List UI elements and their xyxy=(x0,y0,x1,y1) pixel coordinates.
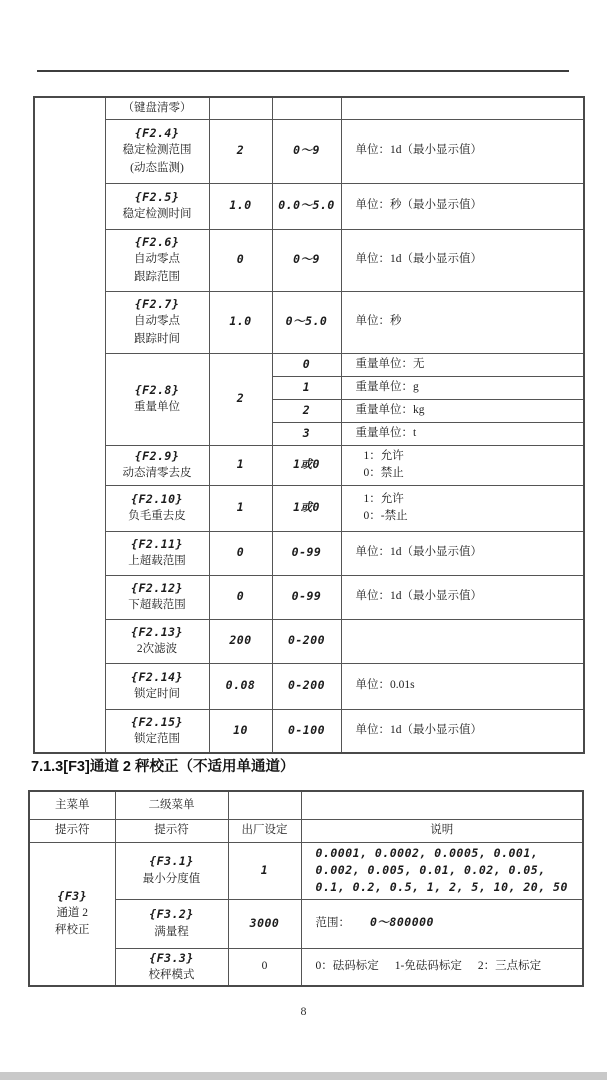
section-heading: 7.1.3[F3]通道 2 秤校正（不适用单通道） xyxy=(31,759,295,775)
cell-desc: 单位：1d（最小显示值） xyxy=(341,119,584,183)
cell-prompt xyxy=(105,445,209,485)
desc-line: 0：-禁止 xyxy=(363,510,408,522)
desc-range-value: 0～800000 xyxy=(370,915,434,930)
cell-default: 10 xyxy=(209,709,272,753)
table-row xyxy=(34,229,584,291)
cell-range: 0～9 xyxy=(272,229,341,291)
table-row xyxy=(29,842,583,899)
page-bottom-edge xyxy=(0,1072,607,1080)
cell-default: 1 xyxy=(209,445,272,485)
header-empty xyxy=(228,791,301,819)
prompt-code: {F2.5} xyxy=(134,189,180,204)
prompt-label: 负毛重去皮 xyxy=(128,510,186,522)
desc-option: 1-免砝码标定 xyxy=(394,960,462,973)
cell-desc: 单位：1d（最小显示值） xyxy=(341,531,584,575)
prompt-code: {F3.2} xyxy=(149,907,194,922)
desc-option: 0：砝码标定 xyxy=(315,960,379,973)
cell-default: 200 xyxy=(209,619,272,663)
prompt-sublabel: 跟踪范围 xyxy=(134,270,180,283)
cell-desc: 单位：秒（最小显示值） xyxy=(341,183,584,229)
prompt-label: 下超载范围 xyxy=(128,599,186,611)
table-row xyxy=(34,291,584,353)
cell-desc xyxy=(341,619,584,663)
prompt-label: 稳定检测时间 xyxy=(122,208,192,220)
prompt-label: 满量程 xyxy=(154,925,189,938)
prompt-label: 稳定检测范围 xyxy=(122,144,192,157)
group-label: 秤校正 xyxy=(55,924,90,937)
cell-desc xyxy=(301,899,583,948)
page-top-rule xyxy=(37,70,569,72)
prompt-label: 自动零点 xyxy=(134,315,180,328)
cell-default: 1.0 xyxy=(209,291,272,353)
prompt-code: {F2.11} xyxy=(131,536,183,551)
cell-default: 2 xyxy=(209,353,272,445)
prompt-sublabel: 跟踪时间 xyxy=(134,332,180,345)
desc-line: 1：允许 xyxy=(363,449,404,462)
cell-default: 1 xyxy=(209,485,272,531)
cell-default: 0 xyxy=(209,531,272,575)
desc-line: 0.0001, 0.0002, 0.0005, 0.001, xyxy=(315,845,539,860)
desc-line: 0.1, 0.2, 0.5, 1, 2, 5, 10, 20, 50 xyxy=(315,880,568,895)
cell-prompt xyxy=(105,531,209,575)
prompt-code: {F2.7} xyxy=(134,297,180,312)
cell-prompt xyxy=(105,97,209,119)
cell-desc: 单位：秒 xyxy=(341,291,584,353)
cell-range: 0-99 xyxy=(272,531,341,575)
cell-range xyxy=(272,97,341,119)
table-row xyxy=(34,485,584,531)
cell-prompt xyxy=(105,291,209,353)
cell-desc xyxy=(301,842,583,899)
prompt-code: {F3.3} xyxy=(149,950,194,965)
table-row xyxy=(34,619,584,663)
cell-option-desc: 重量单位：g xyxy=(341,376,584,399)
prompt-label: 最小分度值 xyxy=(142,872,201,885)
header-factory-default: 出厂设定 xyxy=(228,819,301,842)
cell-prompt xyxy=(115,899,228,948)
cell-prompt xyxy=(105,229,209,291)
cell-desc: 单位：1d（最小显示值） xyxy=(341,229,584,291)
cell-prompt xyxy=(105,119,209,183)
desc-option: 2：三点标定 xyxy=(477,960,542,973)
cell-desc xyxy=(301,948,583,986)
cell-option-desc: 重量单位：kg xyxy=(341,399,584,422)
prompt-code: {F2.13} xyxy=(131,624,183,639)
table-row xyxy=(34,663,584,709)
cell-default: 0 xyxy=(209,229,272,291)
cell-group-empty xyxy=(34,97,105,753)
cell-prompt xyxy=(115,842,228,899)
desc-line: 0.002, 0.005, 0.01, 0.02, 0.05, xyxy=(315,862,546,877)
header-prompt-sub: 提示符 xyxy=(115,819,228,842)
cell-range: 0-99 xyxy=(272,575,341,619)
cell-range: 1或0 xyxy=(272,485,341,531)
cell-desc: 单位：1d（最小显示值） xyxy=(341,709,584,753)
table-row xyxy=(34,445,584,485)
cell-desc: 单位：1d（最小显示值） xyxy=(341,575,584,619)
desc-line: 0：禁止 xyxy=(363,467,404,479)
table-row xyxy=(34,119,584,183)
prompt-code: {F2.8} xyxy=(134,382,180,397)
cell-range: 0.0～5.0 xyxy=(272,183,341,229)
cell-prompt xyxy=(105,485,209,531)
cell-range: 0～9 xyxy=(272,119,341,183)
cell-prompt xyxy=(105,353,209,445)
cell-desc xyxy=(341,97,584,119)
prompt-code: {F2.14} xyxy=(131,669,183,684)
cell-prompt xyxy=(105,575,209,619)
prompt-sublabel: (动态监测) xyxy=(130,161,184,174)
page-number: 8 xyxy=(300,1004,307,1018)
prompt-label: 锁定时间 xyxy=(134,688,180,700)
cell-prompt xyxy=(105,709,209,753)
desc-range-label: 范围： xyxy=(315,917,350,930)
cell-option-desc: 重量单位：无 xyxy=(341,353,584,376)
cell-option-value: 3 xyxy=(272,422,341,445)
cell-range: 0～5.0 xyxy=(272,291,341,353)
header-sub-menu: 二级菜单 xyxy=(115,791,228,819)
parameter-table-f3 xyxy=(28,790,584,987)
prompt-label: （键盘清零） xyxy=(122,101,192,114)
table-row xyxy=(29,791,583,819)
cell-desc: 单位：0.01s xyxy=(341,663,584,709)
header-description: 说明 xyxy=(301,819,583,842)
prompt-code: {F2.12} xyxy=(131,580,183,595)
table-row xyxy=(34,709,584,753)
prompt-code: {F2.15} xyxy=(131,714,183,729)
cell-default: 0 xyxy=(209,575,272,619)
table-row xyxy=(34,531,584,575)
cell-prompt xyxy=(115,948,228,986)
cell-range: 0-100 xyxy=(272,709,341,753)
cell-prompt xyxy=(105,663,209,709)
table-row xyxy=(29,819,583,842)
cell-default: 0.08 xyxy=(209,663,272,709)
table-row xyxy=(34,353,584,376)
prompt-code: {F2.9} xyxy=(134,448,180,463)
cell-option-value: 1 xyxy=(272,376,341,399)
table-row xyxy=(34,97,584,119)
prompt-label: 校秤模式 xyxy=(148,968,195,981)
header-prompt-main: 提示符 xyxy=(29,819,115,842)
prompt-label: 2次滤波 xyxy=(136,643,178,655)
prompt-code: {F3.1} xyxy=(149,854,194,869)
cell-desc xyxy=(341,485,584,531)
prompt-label: 锁定范围 xyxy=(134,732,180,745)
header-empty xyxy=(301,791,583,819)
parameter-table-f2 xyxy=(33,96,585,754)
cell-option-value: 0 xyxy=(272,353,341,376)
prompt-label: 上超载范围 xyxy=(128,555,186,567)
table-row xyxy=(34,183,584,229)
prompt-code: {F2.6} xyxy=(134,235,180,250)
cell-range: 0-200 xyxy=(272,619,341,663)
cell-group-f3 xyxy=(29,842,115,986)
prompt-code: {F2.10} xyxy=(131,491,183,506)
prompt-label: 自动零点 xyxy=(134,253,180,266)
desc-line: 1：允许 xyxy=(363,492,404,505)
cell-prompt xyxy=(105,183,209,229)
table-row xyxy=(34,575,584,619)
prompt-code: {F2.4} xyxy=(134,126,180,141)
cell-option-desc: 重量单位：t xyxy=(341,422,584,445)
prompt-label: 动态清零去皮 xyxy=(122,467,192,479)
cell-default: 2 xyxy=(209,119,272,183)
cell-default xyxy=(209,97,272,119)
cell-default: 3000 xyxy=(228,899,301,948)
cell-default: 1.0 xyxy=(209,183,272,229)
cell-default: 0 xyxy=(228,948,301,986)
cell-range: 0-200 xyxy=(272,663,341,709)
header-main-menu: 主菜单 xyxy=(29,791,115,819)
prompt-label: 重量单位 xyxy=(134,401,180,413)
cell-default: 1 xyxy=(228,842,301,899)
cell-desc xyxy=(341,445,584,485)
cell-range: 1或0 xyxy=(272,445,341,485)
cell-option-value: 2 xyxy=(272,399,341,422)
group-code: {F3} xyxy=(57,888,88,903)
cell-prompt xyxy=(105,619,209,663)
group-label: 通道 2 xyxy=(56,907,89,920)
